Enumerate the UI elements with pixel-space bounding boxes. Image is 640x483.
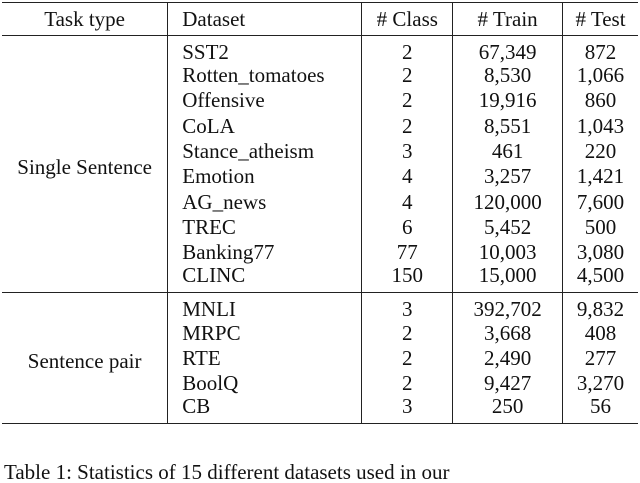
test-count: 408 — [563, 320, 638, 345]
header-dataset: Dataset — [168, 3, 362, 36]
header-test: # Test — [563, 3, 638, 36]
class-count: 2 — [362, 36, 453, 64]
header-class: # Class — [362, 3, 453, 36]
test-count: 220 — [563, 139, 638, 164]
dataset-name: Offensive — [168, 88, 362, 113]
class-count: 2 — [362, 114, 453, 139]
test-count: 3,080 — [563, 240, 638, 265]
table-header-row — [2, 3, 638, 36]
test-count: 1,421 — [563, 164, 638, 189]
dataset-name: CoLA — [168, 114, 362, 139]
train-count: 120,000 — [453, 189, 563, 214]
class-count: 3 — [362, 293, 453, 321]
train-count: 5,452 — [453, 215, 563, 240]
class-count: 4 — [362, 164, 453, 189]
group-single-sentence — [2, 36, 638, 293]
train-count: 8,551 — [453, 114, 563, 139]
train-count: 250 — [453, 396, 563, 424]
dataset-name: CLINC — [168, 265, 362, 293]
dataset-name: Stance_atheism — [168, 139, 362, 164]
train-count: 461 — [453, 139, 563, 164]
train-count: 8,530 — [453, 63, 563, 88]
train-count: 3,257 — [453, 164, 563, 189]
test-count: 500 — [563, 215, 638, 240]
header-task-type: Task type — [2, 3, 168, 36]
dataset-name: Banking77 — [168, 240, 362, 265]
header-train: # Train — [453, 3, 563, 36]
test-count: 56 — [563, 396, 638, 424]
train-count: 67,349 — [453, 36, 563, 64]
train-count: 15,000 — [453, 265, 563, 293]
dataset-name: Emotion — [168, 164, 362, 189]
dataset-name: SST2 — [168, 36, 362, 64]
class-count: 150 — [362, 265, 453, 293]
dataset-statistics-table — [2, 2, 638, 424]
test-count: 1,066 — [563, 63, 638, 88]
class-count: 2 — [362, 371, 453, 396]
class-count: 3 — [362, 139, 453, 164]
test-count: 1,043 — [563, 114, 638, 139]
class-count: 2 — [362, 346, 453, 371]
test-count: 277 — [563, 346, 638, 371]
dataset-name: MRPC — [168, 320, 362, 345]
dataset-name: Rotten_tomatoes — [168, 63, 362, 88]
class-count: 2 — [362, 88, 453, 113]
dataset-name: BoolQ — [168, 371, 362, 396]
train-count: 3,668 — [453, 320, 563, 345]
task-type-sentence-pair: Sentence pair — [2, 293, 168, 424]
dataset-name: CB — [168, 396, 362, 424]
train-count: 19,916 — [453, 88, 563, 113]
test-count: 872 — [563, 36, 638, 64]
test-count: 4,500 — [563, 265, 638, 293]
train-count: 9,427 — [453, 371, 563, 396]
table-caption: Table 1: Statistics of 15 different datasets used in our — [4, 462, 450, 483]
test-count: 9,832 — [563, 293, 638, 321]
class-count: 2 — [362, 320, 453, 345]
test-count: 3,270 — [563, 371, 638, 396]
dataset-name: MNLI — [168, 293, 362, 321]
dataset-name: RTE — [168, 346, 362, 371]
train-count: 392,702 — [453, 293, 563, 321]
table-row — [2, 36, 638, 64]
test-count: 860 — [563, 88, 638, 113]
task-type-single-sentence: Single Sentence — [17, 154, 152, 179]
train-count: 10,003 — [453, 240, 563, 265]
class-count: 6 — [362, 215, 453, 240]
dataset-name: TREC — [168, 215, 362, 240]
train-count: 2,490 — [453, 346, 563, 371]
table-row — [2, 293, 638, 321]
class-count: 77 — [362, 240, 453, 265]
group-sentence-pair — [2, 293, 638, 424]
class-count: 4 — [362, 189, 453, 214]
dataset-name: AG_news — [168, 189, 362, 214]
class-count: 3 — [362, 396, 453, 424]
class-count: 2 — [362, 63, 453, 88]
test-count: 7,600 — [563, 189, 638, 214]
